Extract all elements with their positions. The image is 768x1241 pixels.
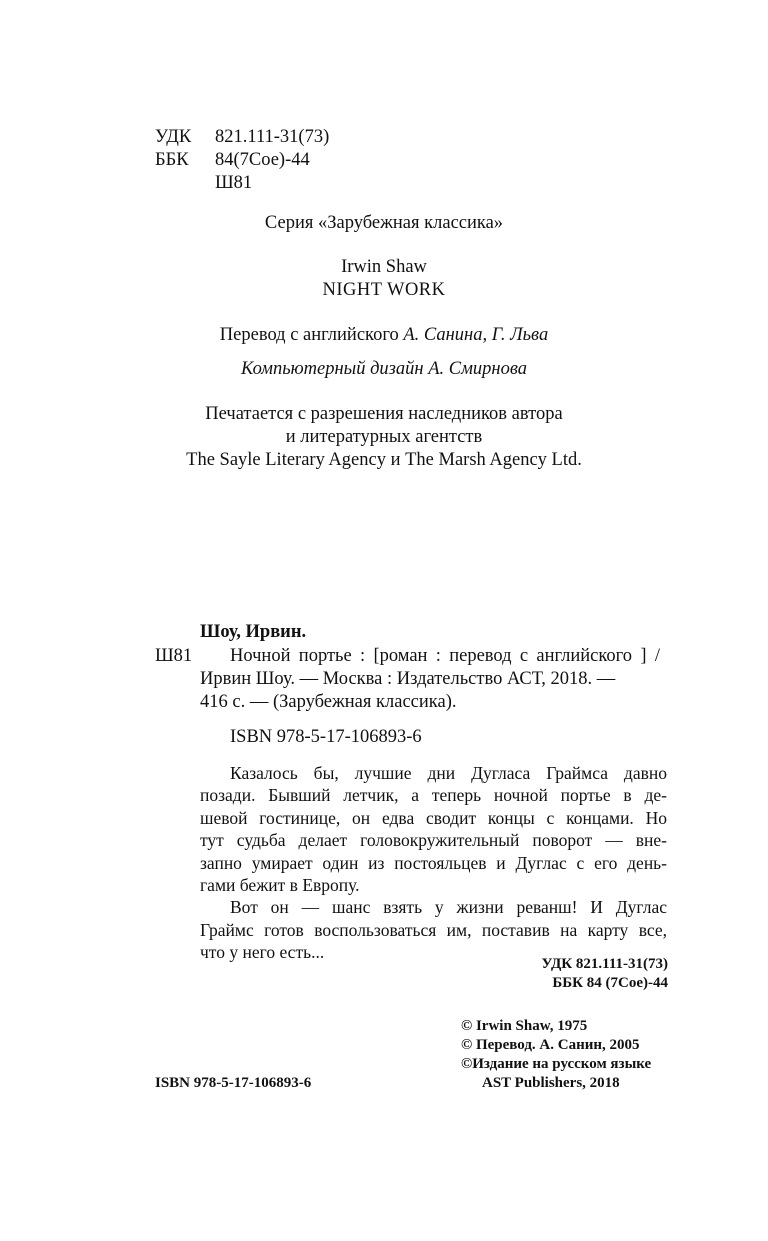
annotation-line: Вот он — шанс взять у жизни реванш! И Дуглас	[230, 897, 667, 918]
card-author-heading: Шоу, Ирвин.	[200, 622, 307, 642]
card-line-1: Ночной портье : [роман : перевод с английского ] /	[230, 646, 660, 666]
copyright-line-4: AST Publishers, 2018	[482, 1075, 620, 1091]
series-title: Серия «Зарубежная классика»	[264, 213, 504, 233]
author-mark: Ш81	[215, 173, 253, 193]
bbk-value: 84(7Сое)-44	[215, 150, 310, 170]
permission-line-2: и литературных агентств	[285, 427, 483, 447]
card-mark: Ш81	[155, 646, 193, 666]
design-credit: Компьютерный дизайн А. Смирнова	[241, 359, 527, 379]
original-title: NIGHT WORK	[322, 280, 446, 300]
copyright-line-3: ©Издание на русском языке	[461, 1056, 652, 1072]
copyright-line-1: © Irwin Shaw, 1975	[461, 1018, 588, 1034]
annotation-line: позади. Бывший летчик, а теперь ночной портье в де-	[200, 785, 667, 806]
footer-isbn: ISBN 978-5-17-106893-6	[155, 1075, 312, 1091]
udk-value: 821.111-31(73)	[215, 127, 330, 147]
bbk-label: ББК	[155, 150, 189, 170]
card-line-2: Ирвин Шоу. — Москва : Издательство АСТ, 2018. —	[200, 669, 616, 689]
permission-line-1: Печатается с разрешения наследников автора	[205, 404, 563, 424]
footer-udk: УДК 821.111-31(73)	[541, 956, 668, 972]
original-author: Irwin Shaw	[341, 257, 427, 277]
translation-credit	[0, 324, 768, 347]
annotation-line: Граймс готов воспользоваться им, поставив на карту все,	[200, 919, 667, 940]
annotation	[200, 762, 667, 964]
card-isbn: ISBN 978-5-17-106893-6	[230, 727, 422, 747]
udk-label: УДК	[155, 127, 192, 147]
annotation-line: запно умирает один из постояльцев и Дуглас с его день-	[200, 852, 667, 873]
annotation-line: тут судьба делает головокружительный поворот — вне-	[200, 830, 667, 851]
translation-prefix: Перевод с английского	[219, 325, 399, 345]
card-line-3: 416 с. — (Зарубежная классика).	[200, 692, 457, 712]
permission-line-3: The Sayle Literary Agency и The Marsh Agency Ltd.	[186, 450, 582, 470]
footer-bbk: ББК 84 (7Сое)-44	[552, 975, 668, 991]
annotation-line: гами бежит в Европу.	[200, 875, 360, 896]
translators: А. Санина, Г. Льва	[403, 325, 549, 345]
annotation-line: шевой гостинице, он едва сводит концы с концами. Но	[200, 807, 667, 828]
annotation-line: Казалось бы, лучшие дни Дугласа Граймса давно	[230, 763, 667, 783]
copyright-line-2: © Перевод. А. Санин, 2005	[461, 1037, 640, 1053]
annotation-line: что у него есть...	[200, 942, 325, 963]
